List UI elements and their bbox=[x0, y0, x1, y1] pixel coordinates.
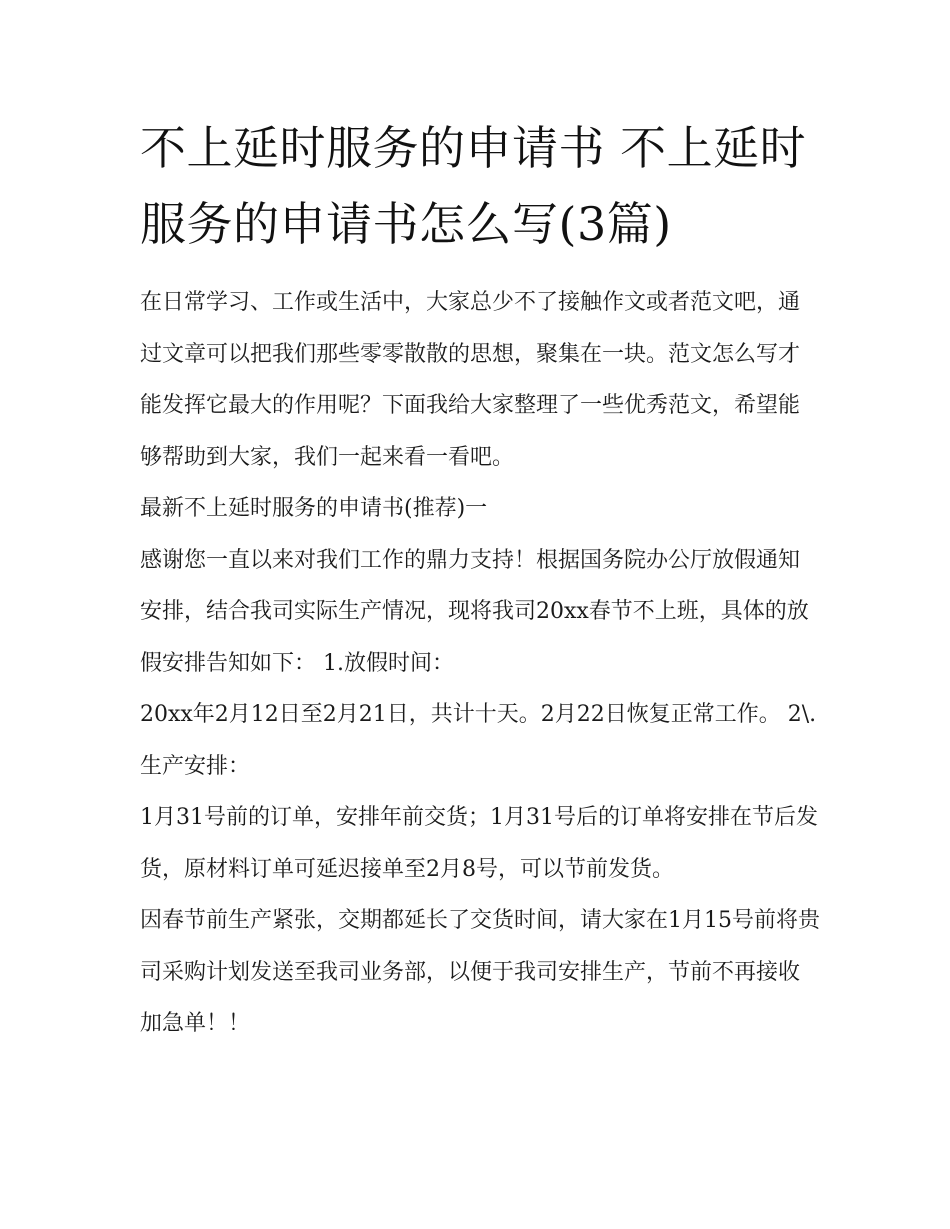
holiday-dates-paragraph: 20xx年2月12日至2月21日，共计十天。2月22日恢复正常工作。 2\.生产安排： bbox=[140, 702, 817, 779]
section-heading: 最新不上延时服务的申请书(推荐)一 bbox=[140, 496, 488, 521]
order-arrangement-paragraph: 1月31号前的订单，安排年前交货；1月31号后的订单将安排在节后发货，原材料订单可延迟接单至2月8号，可以节前发货。 bbox=[140, 805, 818, 882]
procurement-paragraph: 因春节前生产紧张，交期都延长了交货时间，请大家在1月15号前将贵司采购计划发送至我司业务部，以便于我司安排生产，节前不再接收加急单！！ bbox=[140, 908, 820, 1036]
notice-paragraph: 感谢您一直以来对我们工作的鼎力支持！根据国务院办公厅放假通知安排，结合我司实际生产情况，现将我司20xx春节不上班，具体的放假安排告知如下： 1.放假时间： bbox=[140, 547, 809, 676]
document-body bbox=[140, 277, 820, 1050]
intro-paragraph: 在日常学习、工作或生活中，大家总少不了接触作文或者范文吧，通过文章可以把我们那些零零散散的思想，聚集在一块。范文怎么写才能发挥它最大的作用呢？下面我给大家整理了一些优秀范文，希望能够帮助到大家，我们一起来看一看吧。 bbox=[140, 290, 801, 470]
document-title: 不上延时服务的申请书 不上延时服务的申请书怎么写(3篇) bbox=[140, 121, 807, 251]
